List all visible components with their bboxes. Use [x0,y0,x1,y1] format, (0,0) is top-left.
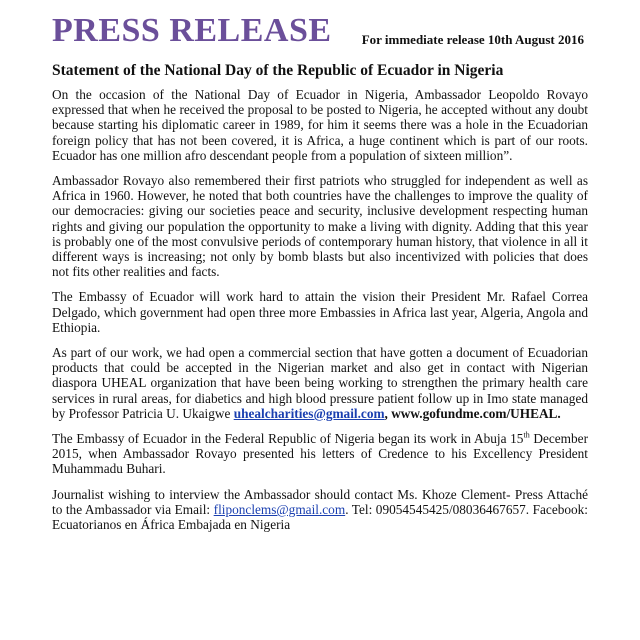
paragraph-3: The Embassy of Ecuador will work hard to attain the vision their President Mr. Rafael Correa Delgado, which government had open three more Embassies in Africa last year, Algeria, Angola and Ethiopia. [52,289,588,335]
headline: Statement of the National Day of the Republic of Ecuador in Nigeria [52,62,504,79]
paragraph-6 [52,487,588,533]
paragraph-6-text-b: . Tel: 09054545425/08036467657. Facebook: Ecuatorianos en África Embajada en Nigeria [52,501,589,533]
paragraph-4 [52,345,588,421]
paragraph-2: Ambassador Rovayo also remembered their first patriots who struggled for independent as well as Africa in 1960. However, he noted that both countries have the challenges to improve the quality of our democracies: giving our societies peace and security, inclusive development respecting human rights and giving our population the opportunity to make a living with dignity. Adding that this year is probably one of the most convulsive periods of contemporary human history, that violence in all it different ways is increasing; not only by bomb blasts but also incentivized with policies that does not fits other realities and facts. [52,173,588,280]
uheal-email-link[interactable]: uhealcharities@gmail.com [233,405,385,421]
press-email-link[interactable]: fliponclems@gmail.com [213,501,346,517]
paragraph-5-text-a: The Embassy of Ecuador in the Federal Republic of Nigeria began its work in Abuja 15 [52,431,524,447]
document-body [52,62,588,542]
gofundme-link[interactable]: www.gofundme.com/UHEAL. [391,405,561,421]
header [52,12,584,52]
release-date-line: For immediate release 10th August 2016 [361,32,584,47]
paragraph-4-text: As part of our work, we had open a commercial section that have gotten a document of Ecuadorian products that could be accepted in the Nigerian market and also get in contact with Nigerian diaspora UHEAL organization that have been being working to strengthen the primary health care services in rural areas, for diabetics and high blood pressure patient follow up in Imo state managed by Professor Patricia U. Ukaigwe [52,345,588,421]
paragraph-1: On the occasion of the National Day of Ecuador in Nigeria, Ambassador Leopoldo Rovayo expressed that when he received the proposal to be posted to Nigeria, he accepted without any doubt because starting his diplomatic career in 1989, for him it seems there was a hole in the Ecuadorian foreign policy that has not been covered, it is Africa, a huge continent which is part of our roots. Ecuador has one million afro descendant people from a population of sixteen million”. [52,87,588,163]
paragraph-6-text-a: Journalist wishing to interview the Ambassador should contact Ms. Khoze Clement- Press Attaché to the Ambassador via Email: [52,486,588,517]
paragraph-5-text-b: December 2015, when Ambassador Rovayo presented his letters of Credence to his Excellency President Muhammadu Buhari. [52,431,588,477]
press-release-title: PRESS RELEASE [52,12,332,49]
paragraph-5 [52,431,588,477]
link-separator: , [384,405,392,421]
ordinal-suffix: th [523,430,530,440]
